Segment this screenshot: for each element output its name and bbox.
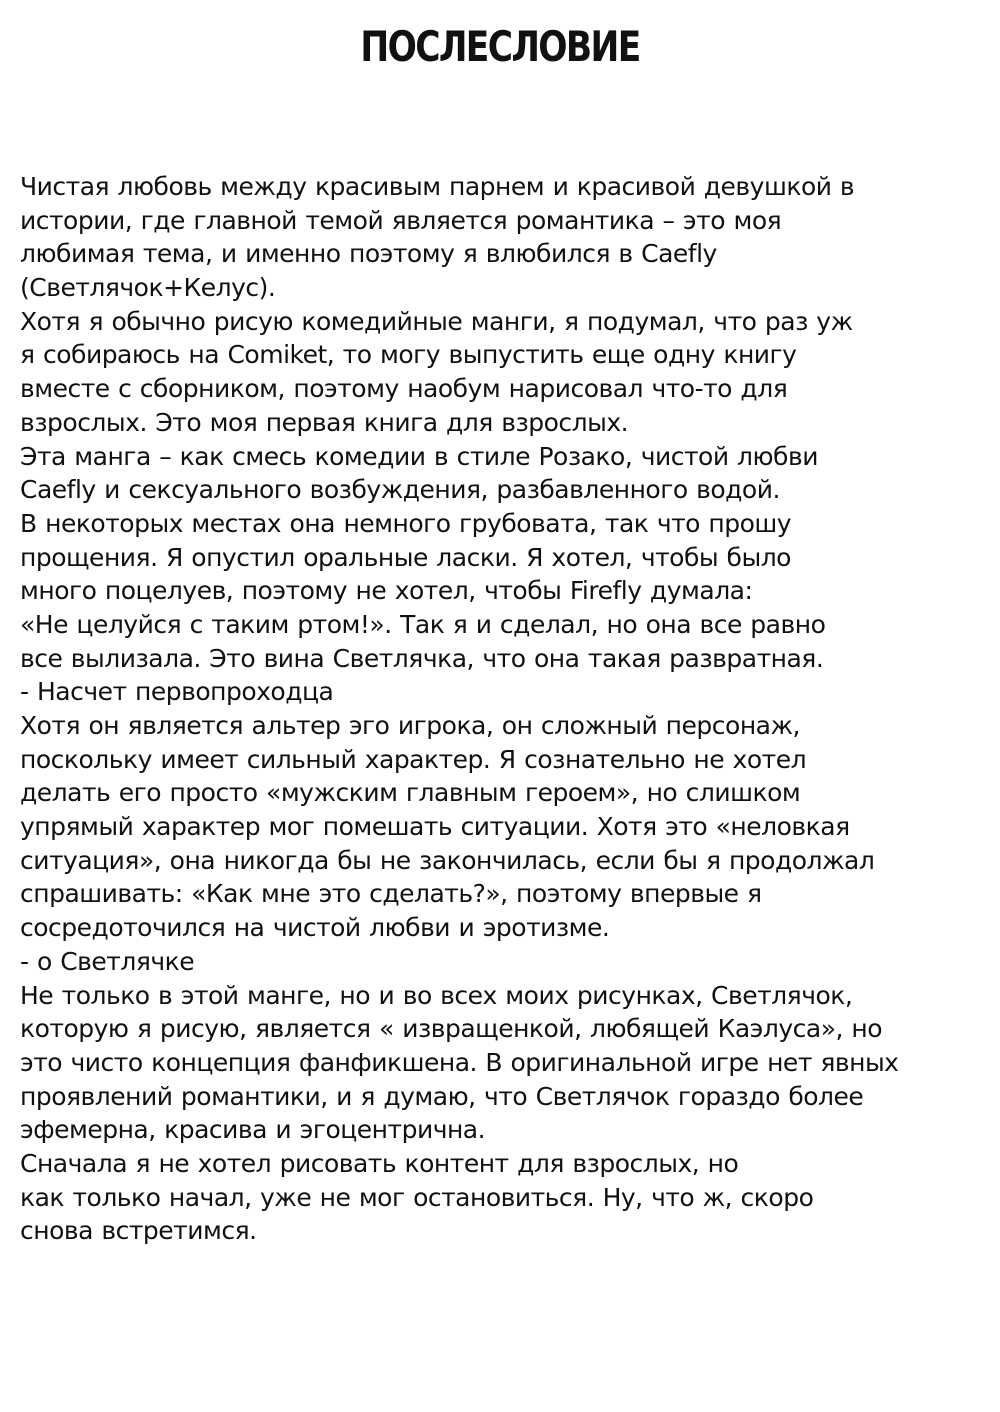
text-line: вместе с сборником, поэтому наобум нарисовал что-то для <box>20 374 788 404</box>
text-line: любимая тема, и именно поэтому я влюбился в Caefly <box>20 239 717 269</box>
text-line: Чистая любовь между красивым парнем и красивой девушкой в <box>20 172 855 201</box>
text-line: спрашивать: «Как мне это сделать?», поэтому впервые я <box>20 879 762 909</box>
text-line: упрямый характер мог помешать ситуации. Хотя это «неловкая <box>20 812 850 842</box>
text-line: я собираюсь на Comiket, то могу выпустить еще одну книгу <box>20 340 797 370</box>
text-line: «Не целуйся с таким ртом!». Так я и сделал, но она все равно <box>20 609 826 639</box>
text-line: много поцелуев, поэтому не хотел, чтобы Firefly думала: <box>20 576 753 606</box>
text-line: ситуация», она никогда бы не закончилась, если бы я продолжал <box>20 845 875 875</box>
text-line: Сначала я не хотел рисовать контент для взрослых, но <box>20 1148 739 1178</box>
text-line: прощения. Я опустил оральные ласки. Я хотел, чтобы было <box>20 542 791 572</box>
afterword-text <box>20 170 988 1248</box>
text-line: все вылизала. Это вина Светлячка, что она такая развратная. <box>20 643 824 673</box>
text-line: сосредоточился на чистой любви и эротизме. <box>20 913 610 943</box>
section-heading-firefly: - о Светлячке <box>20 946 195 976</box>
page-title: ПОСЛЕСЛОВИЕ <box>360 22 640 71</box>
text-line: которую я рисую, является « извращенкой, любящей Каэлуса», но <box>20 1014 883 1044</box>
text-line: Эта манга – как смесь комедии в стиле Розако, чистой любви <box>20 441 818 471</box>
text-line: истории, где главной темой является романтика – это моя <box>20 205 782 235</box>
text-line: (Светлячок+Келус). <box>20 273 276 303</box>
text-line: Не только в этой манге, но и во всех моих рисунках, Светлячок, <box>20 980 853 1010</box>
text-line: делать его просто «мужским главным героем», но слишком <box>20 778 801 808</box>
text-line: В некоторых местах она немного грубовата, так что прошу <box>20 508 792 538</box>
text-line: это чисто концепция фанфикшена. В оригинальной игре нет явных <box>20 1047 899 1077</box>
text-line: Caefly и сексуального возбуждения, разбавленного водой. <box>20 475 780 505</box>
section-heading-pathfinder: - Насчет первопроходца <box>20 677 334 707</box>
text-line: как только начал, уже не мог остановиться. Ну, что ж, скоро <box>20 1182 814 1212</box>
text-line: взрослых. Это моя первая книга для взрослых. <box>20 407 629 437</box>
text-line: снова встретимся. <box>20 1216 257 1246</box>
text-line: проявлений романтики, и я думаю, что Светлячок гораздо более <box>20 1081 864 1111</box>
text-line: Хотя он является альтер эго игрока, он сложный персонаж, <box>20 711 800 740</box>
text-line: эфемерна, красива и эгоцентрична. <box>20 1115 486 1145</box>
text-line: поскольку имеет сильный характер. Я сознательно не хотел <box>20 744 807 774</box>
text-line: Хотя я обычно рисую комедийные манги, я подумал, что раз уж <box>20 306 853 336</box>
